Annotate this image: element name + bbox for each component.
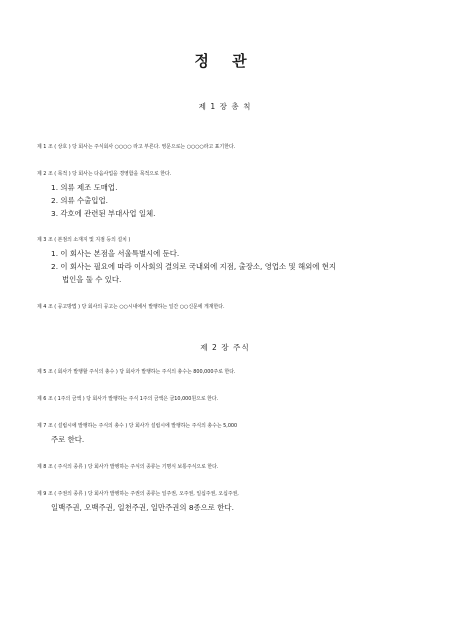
article-3-item-1: 1. 이 회사는 본점을 서울특별시에 둔다.: [51, 249, 180, 258]
article-3: 제 3 조 ( 본점의 소재지 및 지점 등의 설치 ): [37, 237, 131, 243]
article-6: 제 6 조 ( 1주의 금액 ) 당 회사가 발행하는 주식 1주의 금액은 금10,000원으로 한다.: [37, 396, 219, 402]
article-2-item-1: 1. 의류 제조 도매업.: [51, 183, 118, 192]
document-title: 정 관: [194, 52, 256, 70]
chapter-2-heading: 제 2 장 주식: [200, 343, 250, 352]
article-2: 제 2 조 ( 목적 ) 당 회사는 다음사업을 경영함을 목적으로 한다.: [37, 171, 172, 177]
article-4: 제 4 조 ( 공고방법 ) 당 회사의 공고는 ○○시내에서 발행하는 일간 ○○신문에 게재한다.: [37, 304, 225, 310]
article-7: 제 7 조 ( 설립시에 발행하는 주식의 총수 ) 당 회사가 설립시에 발행하는 주식의 총수는 5,000: [37, 423, 238, 429]
article-7-continuation: 주로 한다.: [51, 435, 85, 444]
article-5: 제 5 조 ( 회사가 발행할 주식의 총수 ) 당 회사가 발행하는 주식의 총수는 800,000주로 한다.: [37, 369, 236, 375]
article-1: 제 1 조 ( 상호 ) 당 회사는 주식회사 ○○○○ 라고 부른다. 영문으로는 ○○○○라고 표기한다.: [37, 144, 236, 150]
article-9-continuation: 일백주권, 오백주권, 일천주권, 일만주권의 8종으로 한다.: [51, 503, 234, 512]
article-9: 제 9 조 ( 주권의 종류 ) 당 회사가 발행하는 주권의 종류는 일주권, 오주권, 일십주권, 오십주권,: [37, 491, 239, 497]
article-8: 제 8 조 ( 주식의 종류 ) 당 회사가 발행하는 주식의 종류는 기명식 보통주식으로 한다.: [37, 464, 219, 470]
article-2-item-3: 3. 각호에 관련된 부대사업 일체.: [51, 209, 156, 218]
chapter-1-heading: 제 1 장 총 칙: [198, 102, 252, 111]
article-3-item-2: 2. 이 회사는 필요에 따라 이사회의 결의로 국내외에 지점, 출장소, 영업소 및 해외에 현지: [51, 262, 337, 271]
article-3-item-2-continuation: 법인을 둘 수 있다.: [62, 275, 122, 284]
article-2-item-2: 2. 의류 수출입업.: [51, 196, 108, 205]
